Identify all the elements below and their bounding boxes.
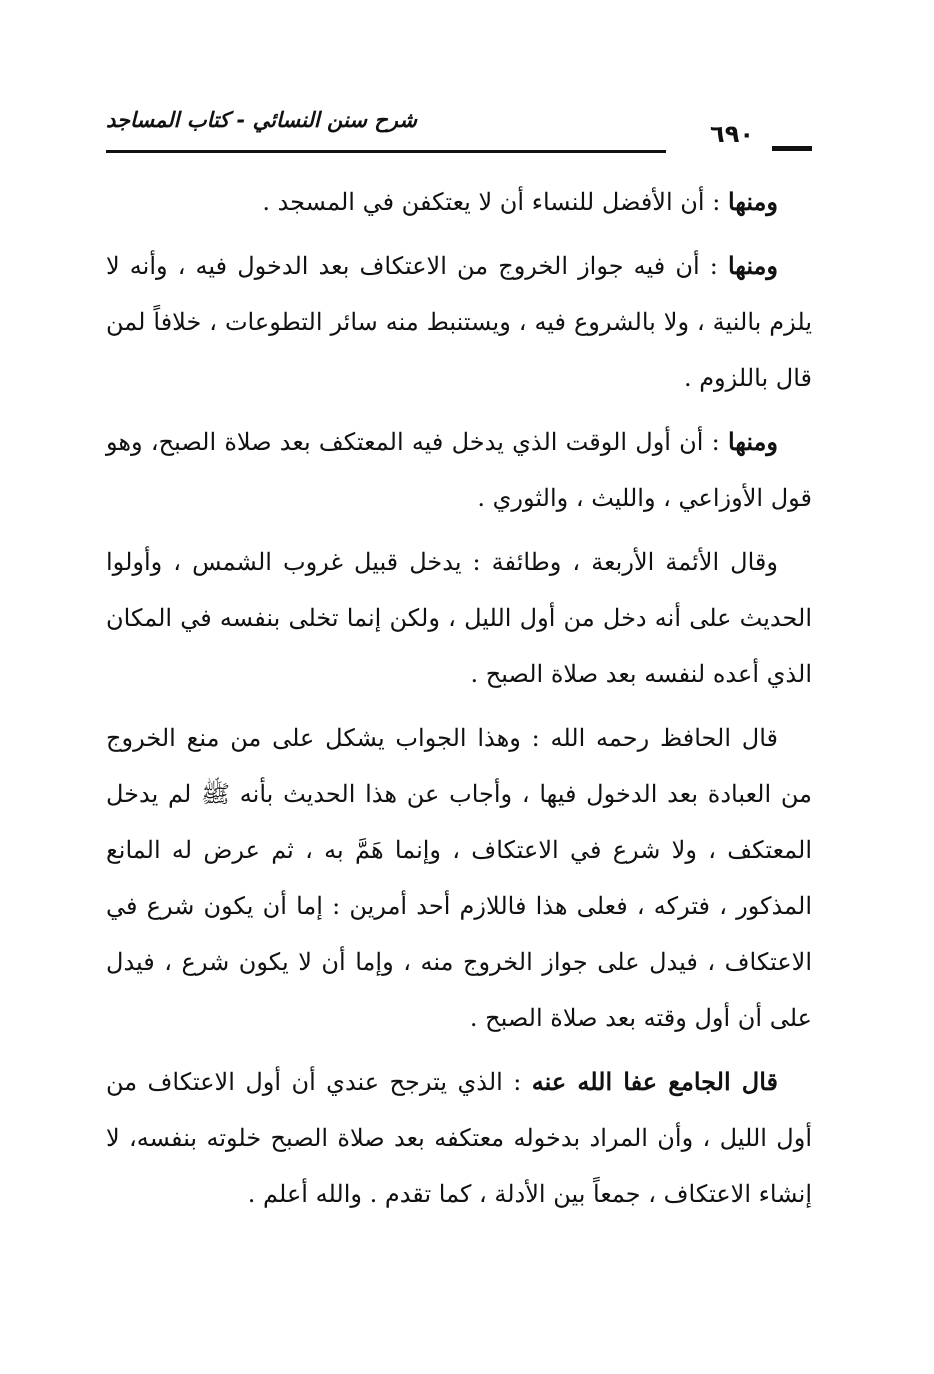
- paragraph-5: [106, 710, 812, 1046]
- paragraph-1: [106, 174, 812, 230]
- paragraph-lead: ومنها: [727, 427, 778, 456]
- paragraph-6: [106, 1054, 812, 1222]
- paragraph-text: : أن الأفضل للنساء أن لا يعتكفن في المسجد .: [262, 188, 728, 216]
- running-header: [106, 96, 812, 156]
- paragraph-text: قال الحافظ رحمه الله : وهذا الجواب يشكل على من منع الخروج من العبادة بعد الدخول فيها ، وأجاب عن هذا الحديث بأنه ﷺ لم يدخل المعتكف ، ولا شرع في الاعتكاف ، وإنما هَمَّ به ، ثم عرض له المانع المذكور ، فتركه ، فعلى هذا فاللازم أحد أمرين : إما أن يكون شرع في الاعتكاف ، فيدل على جواز الخروج منه ، وإما أن لا يكون شرع ، فيدل على أن أول وقته بعد صلاة الصبح .: [106, 724, 812, 1032]
- book-page: [106, 96, 812, 1246]
- paragraph-lead: قال الجامع عفا الله عنه: [531, 1067, 778, 1096]
- paragraph-2: [106, 238, 812, 406]
- page-number-dash: [772, 146, 812, 151]
- paragraph-3: [106, 414, 812, 526]
- paragraph-text: : الذي يترجح عندي أن أول الاعتكاف من أول الليل ، وأن المراد بدخوله معتكفه بعد صلاة الصبح خلوته بنفسه، لا إنشاء الاعتكاف ، جمعاً بين الأدلة ، كما تقدم . والله أعلم .: [106, 1068, 812, 1208]
- paragraph-text: : أن فيه جواز الخروج من الاعتكاف بعد الدخول فيه ، وأنه لا يلزم بالنية ، ولا بالشروع فيه ، ويستنبط منه سائر التطوعات ، خلافاً لمن قال باللزوم .: [106, 252, 812, 392]
- running-header-title: شرح سنن النسائي - كتاب المساجد: [106, 108, 417, 132]
- page-number: ٦٩٠: [710, 120, 754, 148]
- paragraph-4: [106, 534, 812, 702]
- paragraph-lead: ومنها: [727, 187, 778, 216]
- paragraph-text: وقال الأئمة الأربعة ، وطائفة : يدخل قبيل غروب الشمس ، وأولوا الحديث على أنه دخل من أول الليل ، ولكن إنما تخلى بنفسه في المكان الذي أعده لنفسه بعد صلاة الصبح .: [106, 548, 813, 688]
- paragraph-lead: ومنها: [727, 251, 778, 280]
- header-rule: [106, 150, 666, 153]
- paragraph-text: : أن أول الوقت الذي يدخل فيه المعتكف بعد صلاة الصبح، وهو قول الأوزاعي ، والليث ، والثوري .: [106, 428, 812, 512]
- page-body: [106, 174, 812, 1230]
